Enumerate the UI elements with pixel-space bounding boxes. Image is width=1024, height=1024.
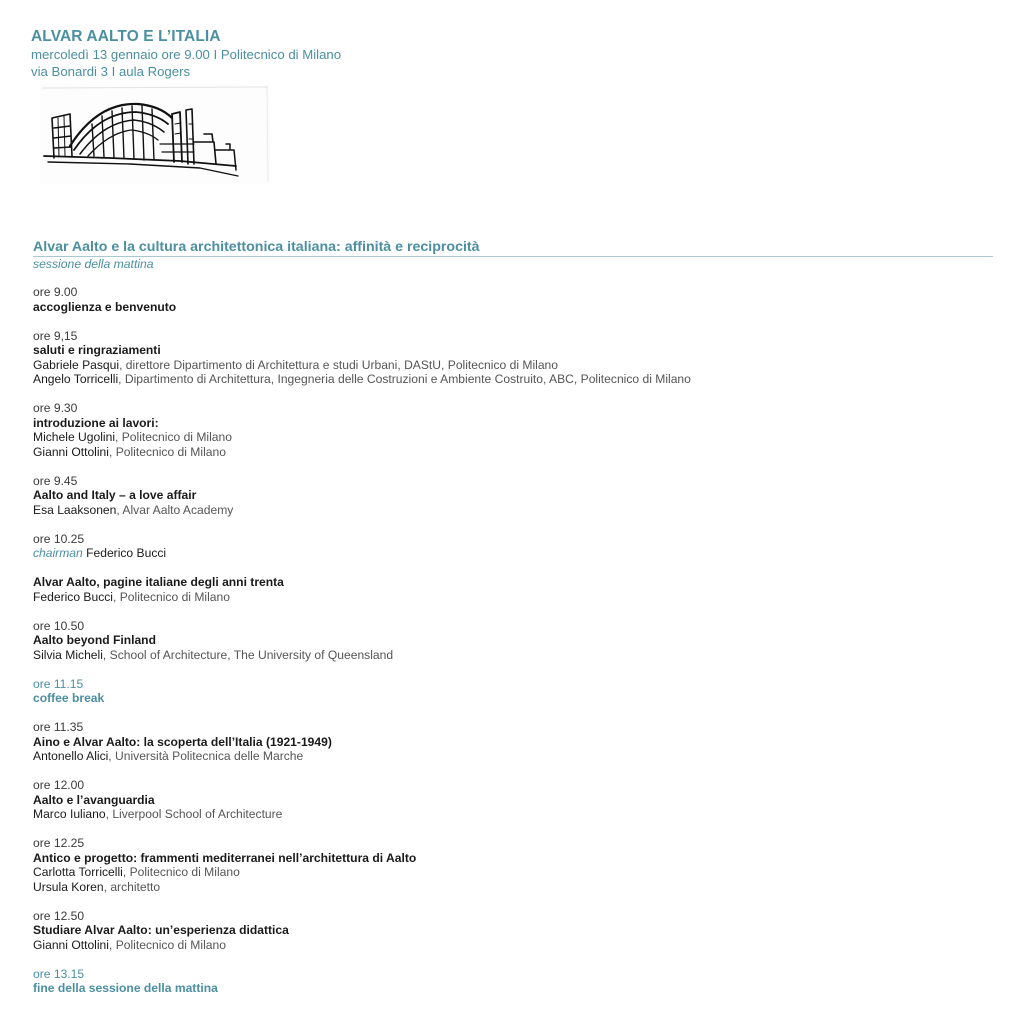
speaker-name: Esa Laaksonen	[33, 502, 117, 517]
schedule-time: ore 12.00	[33, 778, 85, 792]
program-main	[33, 238, 993, 1010]
schedule-time: ore 9.45	[33, 473, 78, 488]
event-address: via Bonardi 3 I aula Rogers	[31, 64, 191, 79]
schedule-time: ore 10.50	[33, 618, 85, 633]
speaker-affiliation: , Politecnico di Milano	[113, 589, 230, 604]
speaker-affiliation: , Politecnico di Milano	[108, 937, 226, 952]
schedule-time: ore 13.15	[33, 966, 85, 981]
speaker-line	[33, 372, 993, 387]
speaker-affiliation: , direttore Dipartimento di Architettura e studi Urbani, DAStU, Politecnico di Milano	[119, 357, 558, 372]
talk-title: Aino e Alvar Aalto: la scoperta dell’Italia (1921-1949)	[33, 734, 332, 749]
talk-title: coffee break	[33, 691, 105, 705]
schedule-list	[33, 285, 993, 996]
talk-title: introduzione ai lavori:	[33, 415, 159, 430]
speaker-affiliation: , Politecnico di Milano	[115, 430, 232, 444]
speaker-name: Gianni Ottolini	[33, 937, 109, 952]
speaker-line	[33, 358, 993, 373]
speaker-name: Angelo Torricelli	[33, 372, 119, 386]
schedule-item	[33, 285, 993, 314]
speaker-affiliation: , Università Politecnica delle Marche	[108, 749, 304, 763]
schedule-item	[33, 909, 993, 953]
speaker-affiliation: , Politecnico di Milano	[108, 444, 226, 459]
talk-title: Alvar Aalto, pagine italiane degli anni trenta	[33, 575, 284, 589]
speaker-affiliation: , Alvar Aalto Academy	[116, 502, 234, 517]
speaker-line	[33, 445, 993, 460]
speaker-name: Ursula Koren	[33, 879, 104, 894]
speaker-affiliation: , Dipartimento di Architettura, Ingegneria delle Costruzioni e Ambiente Costruito, ABC, Politecnico di Milano	[118, 372, 691, 386]
schedule-time: ore 12.50	[33, 908, 85, 923]
schedule-item	[33, 575, 993, 604]
speaker-name: Antonello Alici	[33, 749, 109, 763]
event-title: ALVAR AALTO E L’ITALIA	[31, 28, 221, 45]
speaker-affiliation: , School of Architecture, The University of Queensland	[102, 647, 394, 662]
talk-title: Antico e progetto: frammenti mediterranei nell’architettura di Aalto	[33, 850, 417, 865]
schedule-item	[33, 720, 993, 764]
schedule-item	[33, 329, 993, 387]
speaker-line	[33, 648, 993, 663]
speaker-name: Carlotta Torricelli	[33, 865, 123, 879]
schedule-item	[33, 677, 993, 706]
schedule-item	[33, 474, 993, 518]
speaker-line	[33, 880, 993, 895]
speaker-name: Federico Bucci	[33, 589, 113, 604]
talk-title: Aalto e l’avanguardia	[33, 792, 155, 807]
architecture-sketch-image	[40, 84, 270, 184]
speaker-name: Silvia Micheli	[33, 647, 103, 662]
talk-title: Aalto and Italy – a love affair	[33, 488, 197, 502]
speaker-affiliation: , Politecnico di Milano	[122, 865, 240, 879]
schedule-time: ore 11.35	[33, 720, 84, 734]
event-header	[31, 27, 341, 80]
chairman-role: chairman	[33, 546, 83, 560]
speaker-line	[33, 938, 993, 953]
talk-title: Aalto beyond Finland	[33, 633, 156, 647]
speaker-name: Gianni Ottolini	[33, 444, 109, 459]
speaker-line	[33, 749, 993, 764]
schedule-time: ore 12.25	[33, 836, 85, 850]
schedule-item	[33, 778, 993, 822]
talk-title: fine della sessione della mattina	[33, 981, 218, 995]
schedule-item	[33, 532, 993, 561]
schedule-time: ore 9,15	[33, 328, 78, 343]
schedule-item	[33, 401, 993, 459]
speaker-line	[33, 503, 993, 518]
speaker-affiliation: , architetto	[103, 879, 161, 894]
schedule-item	[33, 836, 993, 894]
session-subtitle: sessione della mattina	[33, 257, 154, 271]
session-title: Alvar Aalto e la cultura architettonica italiana: affinità e reciprocità	[33, 239, 480, 255]
event-date-location: mercoledì 13 gennaio ore 9.00 I Politecnico di Milano	[31, 47, 342, 62]
speaker-name: Gabriele Pasqui	[33, 357, 120, 372]
talk-title: Studiare Alvar Aalto: un’esperienza didattica	[33, 923, 289, 937]
speaker-line	[33, 865, 993, 880]
schedule-time: ore 9.30	[33, 401, 78, 415]
schedule-item	[33, 967, 993, 996]
speaker-affiliation: , Liverpool School of Architecture	[105, 807, 283, 821]
schedule-item	[33, 619, 993, 663]
speaker-line	[33, 590, 993, 605]
talk-title: saluti e ringraziamenti	[33, 343, 161, 357]
talk-title: accoglienza e benvenuto	[33, 299, 177, 314]
schedule-time: ore 9.00	[33, 285, 78, 299]
schedule-time: ore 10.25	[33, 531, 85, 546]
speaker-line	[33, 430, 993, 445]
speaker-name: Michele Ugolini	[33, 430, 116, 444]
chairman-line	[33, 546, 993, 561]
speaker-name: Marco Iuliano	[33, 807, 106, 821]
chairman-name: Federico Bucci	[82, 546, 167, 560]
speaker-line	[33, 807, 993, 822]
schedule-time: ore 11.15	[33, 676, 84, 691]
